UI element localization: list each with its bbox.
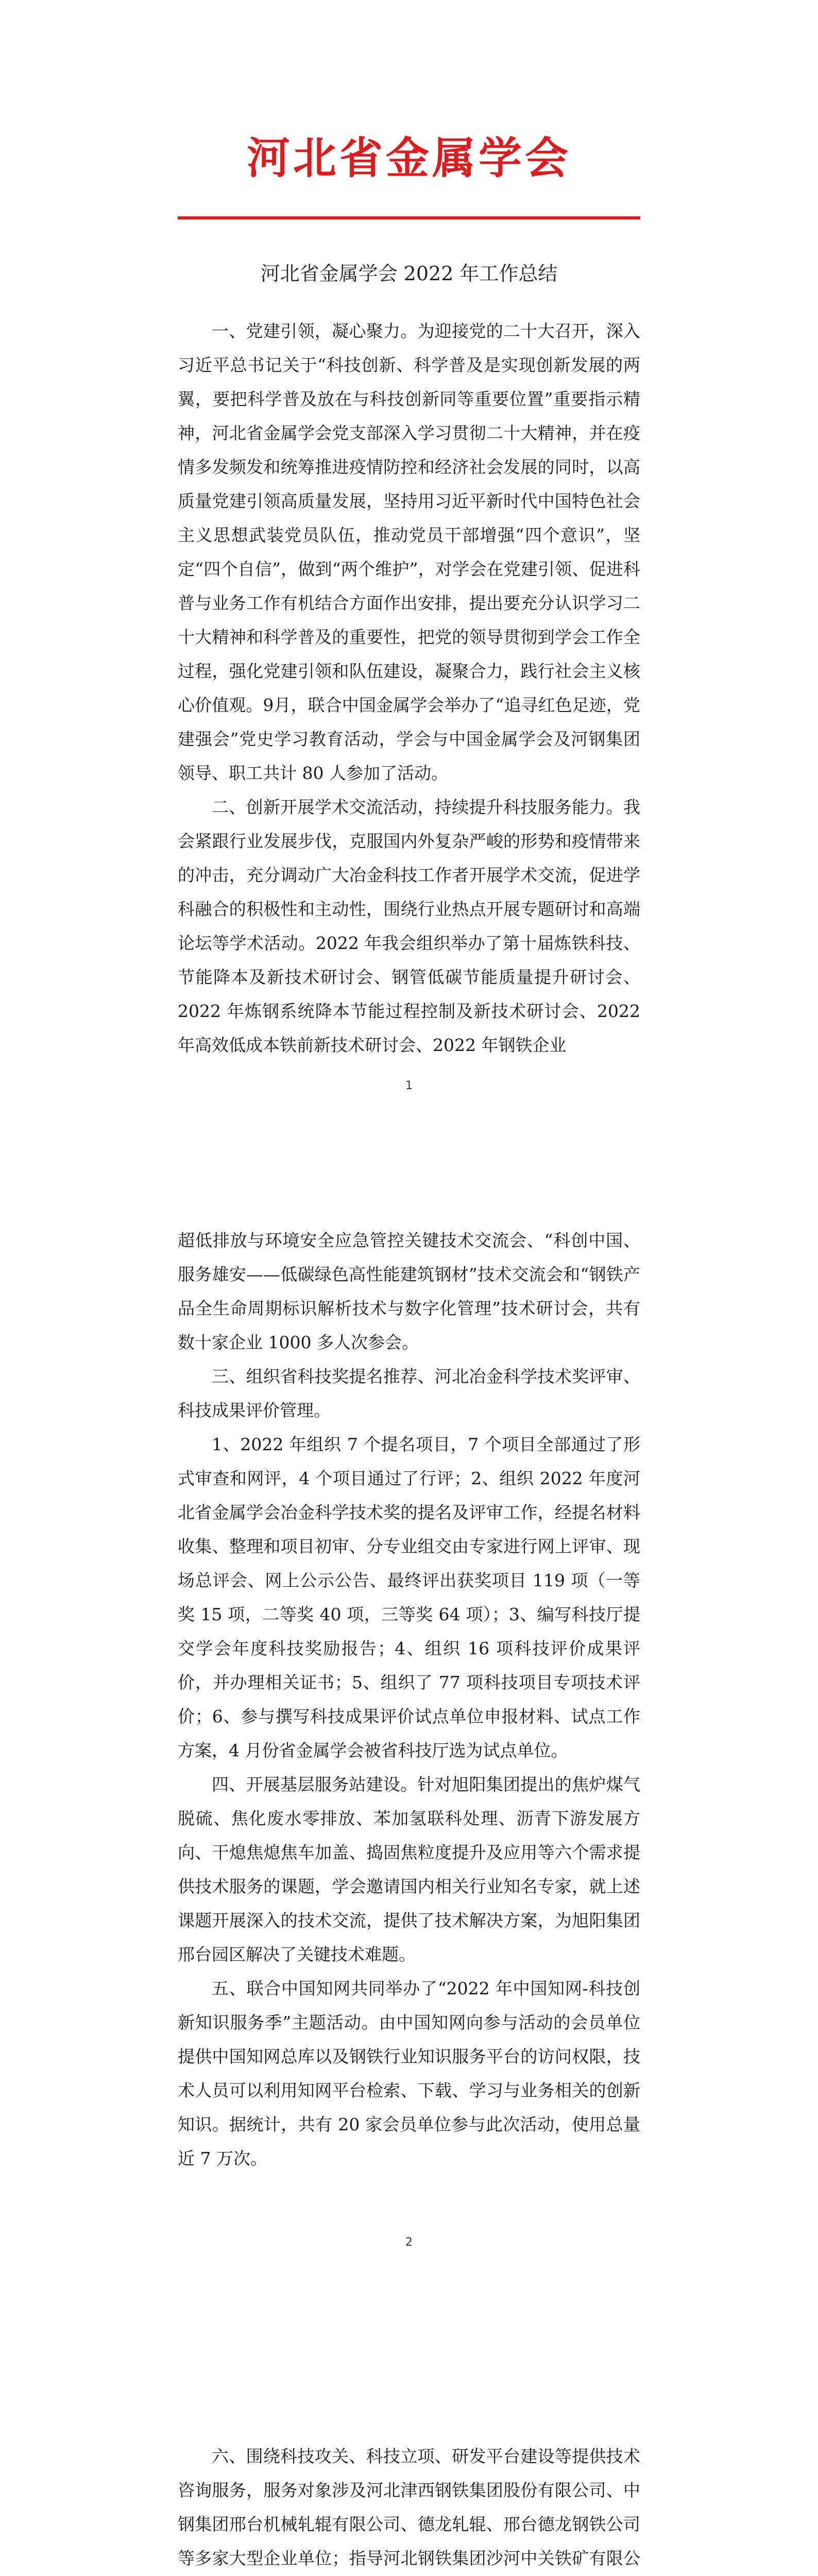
page-1-body bbox=[178, 314, 640, 1062]
paragraph: 二、创新开展学术交流活动，持续提升科技服务能力。我会紧跟行业发展步伐，克服国内外复杂严峻的形势和疫情带来的冲击，充分调动广大冶金科技工作者开展学术交流，促进学科融合的积极性和主动性，围绕行业热点开展专题研讨和高端论坛等学术活动。2022 年我会组织举办了第十届炼铁科技、节能降本及新技术研讨会、钢管低碳节能质量提升研讨会、2022 年炼钢系统降本节能过程控制及新技术研讨会、2022 年高效低成本铁前新技术研讨会、2022 年钢铁企业 bbox=[178, 797, 640, 1055]
letterhead-org-name: 河北省金属学会 bbox=[246, 133, 571, 183]
page-3-body bbox=[178, 2439, 640, 2576]
paragraph: 六、围绕科技攻关、科技立项、研发平台建设等提供技术咨询服务，服务对象涉及河北津西钢铁集团股份有限公司、中钢集团邢台机械轧辊有限公司、德龙轧辊、邢台德龙钢铁公司等多家大型企业单位；指导河北钢铁集团沙河中关铁矿有限公 bbox=[178, 2446, 640, 2568]
page-number: 2 bbox=[405, 2236, 413, 2249]
paragraph: 五、联合中国知网共同举办了“2022 年中国知网-科技创新知识服务季”主题活动。由中国知网向参与活动的会员单位提供中国知网总库以及钢铁行业知识服务平台的访问权限，技术人员可以利用知网平台检索、下载、学习与业务相关的创新知识。据统计，共有 20 家会员单位参与此次活动，使用总量近 7 万次。 bbox=[178, 1978, 640, 2168]
paragraph: 超低排放与环境安全应急管控关键技术交流会、“科创中国、服务雄安——低碳绿色高性能建筑钢材”技术交流会和“钢铁产品全生命周期标识解析技术与数字化管理”技术研讨会，共有数十家企业 1000 多人次参会。 bbox=[178, 1230, 640, 1352]
page-1 bbox=[0, 0, 818, 1157]
page-3 bbox=[0, 2313, 818, 2576]
paragraph: 三、组织省科技奖提名推荐、河北冶金科学技术奖评审、科技成果评价管理。 bbox=[178, 1366, 640, 1420]
paragraph: 1、2022 年组织 7 个提名项目，7 个项目全部通过了形式审查和网评，4 个项目通过了行评；2、组织 2022 年度河北省金属学会冶金科学技术奖的提名及评审工作，经提名材料收集、整理和项目初审、分专业组交由专家进行网上评审、现场总评会、网上公示公告、最终评出获奖项目 119 项（一等奖 15 项，二等奖 40 项，三等奖 64 项）；3、编写科技厅提交学会年度科技奖励报告；4、组织 16 项科技评价成果评价，并办理相关证书；5、组织了 77 项科技项目专项技术评价；6、参与撰写科技成果评价试点单位申报材料、试点工作方案，4 月份省金属学会被省科技厅选为试点单位。 bbox=[178, 1434, 640, 1760]
paragraph: 四、开展基层服务站建设。针对旭阳集团提出的焦炉煤气脱硫、焦化废水零排放、苯加氢联科处理、沥青下游发展方向、干熄焦熄焦车加盖、捣固焦粒度提升及应用等六个需求提供技术服务的课题，学会邀请国内相关行业知名专家，就上述课题开展深入的技术交流，提供了技术解决方案，为旭阳集团邢台园区解决了关键技术难题。 bbox=[178, 1774, 640, 1964]
paragraph: 一、党建引领，凝心聚力。为迎接党的二十大召开，深入习近平总书记关于“科技创新、科学普及是实现创新发展的两翼，要把科学普及放在与科技创新同等重要位置”重要指示精神，河北省金属学会党支部深入学习贯彻二十大精神，并在疫情多发频发和统筹推进疫情防控和经济社会发展的同时，以高质量党建引领高质量发展，坚持用习近平新时代中国特色社会主义思想武装党员队伍，推动党员干部增强“四个意识”，坚定“四个自信”，做到“两个维护”，对学会在党建引领、促进科普与业务工作有机结合方面作出安排，提出要充分认识学习二十大精神和科学普及的重要性，把党的领导贯彻到学会工作全过程，强化党建引领和队伍建设，凝聚合力，践行社会主义核心价值观。9月，联合中国金属学会举办了“追寻红色足迹，党建强会”党史学习教育活动，学会与中国金属学会及河钢集团领导、职工共计 80 人参加了活动。 bbox=[178, 321, 640, 783]
page-number: 1 bbox=[405, 1079, 413, 1092]
page-2-body bbox=[178, 1224, 640, 2176]
page-2 bbox=[0, 1157, 818, 2313]
document-title: 河北省金属学会 2022 年工作总结 bbox=[260, 262, 558, 285]
letterhead-rule bbox=[178, 216, 640, 219]
